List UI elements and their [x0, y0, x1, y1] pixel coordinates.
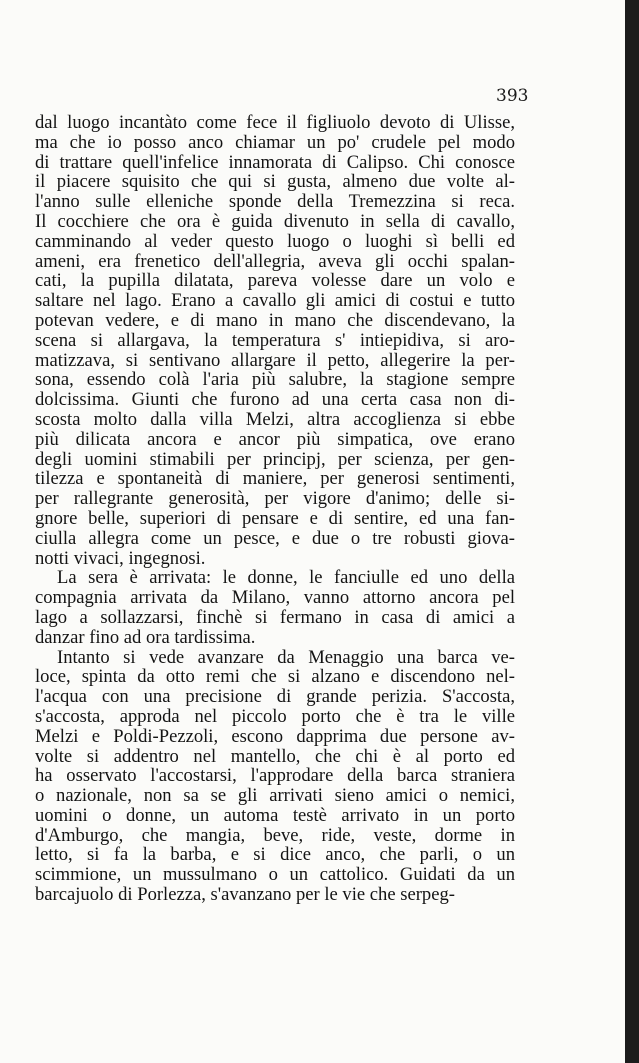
text-line: più dilicata ancora e ancor più simpatica, ove erano — [35, 428, 515, 450]
text-line: scosta molto dalla villa Melzi, altra accoglienza si ebbe — [35, 408, 515, 430]
text-line: matizzava, si sentivano allargare il petto, allegerire la per- — [35, 349, 515, 371]
text-line: degli uomini stimabili per principj, per scienza, per gen- — [35, 448, 515, 470]
text-line: lago a sollazzarsi, finchè si fermano in casa di amici a — [35, 606, 515, 628]
text-line: letto, si fa la barba, e si dice anco, che parli, o un — [35, 844, 515, 866]
text-line: danzar fino ad ora tardissima. — [35, 626, 256, 648]
text-line: ma che io posso anco chiamar un po' crudele pel modo — [35, 131, 515, 153]
text-line: notti vivaci, ingegnosi. — [35, 547, 206, 569]
text-line: dolcissima. Giunti che furono ad una certa casa non di- — [35, 389, 515, 411]
text-line: uomini o donne, un automa testè arrivato in un porto — [35, 804, 515, 826]
text-line: dal luogo incantàto come fece il figliuolo devoto di Ulisse, — [35, 112, 515, 133]
text-line: tilezza e spontaneità di maniere, per generosi sentimenti, — [35, 468, 515, 490]
text-line: cati, la pupilla dilatata, pareva volesse dare un volo e — [35, 270, 515, 292]
text-line: Intanto si vede avanzare da Menaggio una barca ve- — [57, 646, 515, 668]
text-line: scimmione, un mussulmano o un cattolico. Guidati da un — [35, 864, 515, 886]
text-line: volte si addentro nel mantello, che chi è al porto ed — [35, 745, 515, 767]
text-line: compagnia arrivata da Milano, vanno attorno ancora pel — [35, 587, 515, 609]
page-number: 393 — [496, 86, 529, 106]
text-line: saltare nel lago. Erano a cavallo gli amici di costui e tutto — [35, 290, 515, 312]
text-line: il piacere squisito che qui si gusta, almeno due volte al- — [35, 171, 515, 193]
text-line: ameni, era frenetico dell'allegria, aveva gli occhi spalan- — [35, 250, 515, 272]
text-line: loce, spinta da otto remi che si alzano e discendono nel- — [35, 666, 515, 688]
text-line: potevan vedere, e di mano in mano che discendevano, la — [35, 309, 515, 331]
text-line: sona, essendo colà l'aria più salubre, la stagione sempre — [35, 369, 515, 391]
text-line: di trattare quell'infelice innamorata di Calipso. Chi conosce — [35, 151, 515, 173]
text-line: per rallegrante generosità, per vigore d'animo; delle si- — [35, 488, 515, 510]
text-line: o nazionale, non sa se gli arrivati sieno amici o nemici, — [35, 785, 515, 807]
text-line: ciulla allegra come un pesce, e due o tre robusti giova- — [35, 527, 515, 549]
body-text — [35, 113, 515, 905]
text-line: Il cocchiere che ora è guida divenuto in sella di cavallo, — [35, 210, 515, 232]
text-line: barcajuolo di Porlezza, s'avanzano per le vie che serpeg- — [35, 884, 455, 906]
text-line: d'Amburgo, che mangia, beve, ride, veste, dorme in — [35, 824, 515, 846]
text-line: gnore belle, superiori di pensare e di sentire, ed una fan- — [35, 507, 515, 529]
text-line: ha osservato l'accostarsi, l'approdare della barca straniera — [35, 765, 515, 787]
text-line: scena si allargava, la temperatura s' intiepidiva, si aro- — [35, 329, 515, 351]
text-line: l'acqua con una precisione di grande perizia. S'accosta, — [35, 686, 515, 708]
text-line: s'accosta, approda nel piccolo porto che è tra le ville — [35, 705, 515, 727]
text-line: camminando al veder questo luogo o luoghi sì belli ed — [35, 230, 515, 252]
text-line: La sera è arrivata: le donne, le fanciulle ed uno della — [57, 567, 515, 589]
text-line: Melzi e Poldi-Pezzoli, escono dapprima due persone av- — [35, 725, 515, 747]
text-line: l'anno sulle elleniche sponde della Tremezzina si reca. — [35, 191, 515, 213]
